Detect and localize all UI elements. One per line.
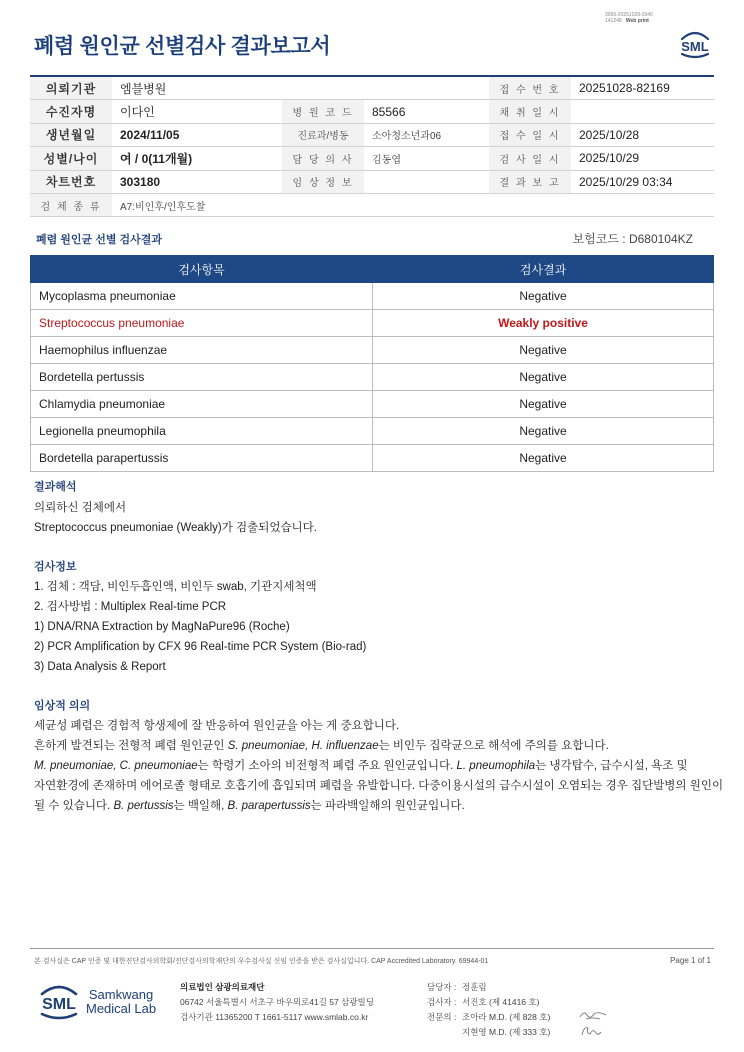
staff-name: 서진호 (제 41416 호) [462,997,540,1007]
column-header-item: 검사항목 [31,256,373,283]
staff-row [427,995,550,1010]
document-id-number: 3065-20251029-0340 [605,12,653,18]
table-row [31,337,714,364]
footer-organization [180,980,374,1025]
label-chart-number: 차트번호 [30,170,112,193]
test-result: Negative [373,364,714,391]
value-receipt-number: 20251028-82169 [571,76,714,100]
organism-name: L. pneumophila [456,760,536,772]
clinical-significance-text [34,716,724,816]
table-row [31,283,714,310]
staff-row [427,1010,550,1025]
label-clinical-info: 임 상 정 보 [282,170,364,193]
value-report-date: 2025/10/29 03:34 [571,170,714,193]
staff-role [427,1025,462,1040]
accreditation-note: 본 검사실은 CAP 인증 및 대한진단검사의학회/진단검사의학재단의 우수검사실 신임 인증을 받은 검사실입니다. CAP Accredited Laboratory. 69944-01 [34,958,489,965]
label-physician: 담 당 의 사 [282,147,364,170]
value-requesting-org: 엠블병원 [112,76,489,100]
test-info-line: 2) PCR Amplification by CFX 96 Real-time PCR System (Bio-rad) [34,641,367,653]
clinical-text: 흔하게 발견되는 전형적 폐렴 원인균인 [34,740,228,752]
results-table [30,255,714,472]
test-item: Haemophilus influenzae [31,337,373,364]
test-info-list [34,577,366,677]
clinical-text: 는 백일해, [173,800,228,812]
sml-footer-logo-text: SML [42,996,76,1013]
test-info-line: 1. 검체 : 객담, 비인두흡인액, 비인두 swab, 기관지세척액 [34,581,317,593]
label-test-date: 검 사 일 시 [489,147,571,170]
test-item: Bordetella parapertussis [31,445,373,472]
organization-address: 06742 서울특별시 서초구 바우뫼로41길 57 삼광빌딩 [180,997,374,1007]
column-header-result: 검사결과 [373,256,714,283]
interpretation-line: 의뢰하신 검체에서 [34,502,127,514]
staff-role: 담당자 : [427,982,457,992]
value-hospital-code: 85566 [364,100,489,123]
signature-icon [578,1008,608,1022]
test-item: Legionella pneumophila [31,418,373,445]
label-patient-name: 수진자명 [30,100,112,123]
table-row-positive [31,310,714,337]
table-row [31,445,714,472]
page-title: 폐렴 원인균 선별검사 결과보고서 [34,35,331,58]
value-collection-date [571,100,714,123]
staff-name: 지현영 M.D. (제 333 호) [462,1027,551,1037]
table-row [31,391,714,418]
clinical-text: 는 냉각탑수, 급수시설, 욕조 및 [535,760,688,772]
test-item: Mycoplasma pneumoniae [31,283,373,310]
label-report-date: 결 과 보 고 [489,170,571,193]
test-result: Negative [373,418,714,445]
value-physician: 김동엽 [364,147,489,170]
test-item: Chlamydia pneumoniae [31,391,373,418]
label-collection-date: 채 취 일 시 [489,100,571,123]
clinical-text: 는 파라백일해의 원인균입니다. [310,800,465,812]
page-number: Page 1 of 1 [670,956,711,965]
test-result: Negative [373,445,714,472]
info-row [30,100,714,123]
test-result: Negative [373,337,714,364]
clinical-line [34,736,724,756]
table-row [31,418,714,445]
value-test-date: 2025/10/29 [571,147,714,170]
patient-info-table [30,75,714,217]
interpretation-line: Streptococcus pneumoniae (Weakly)가 검출되었습니다. [34,522,317,534]
clinical-line: 자연환경에 존재하며 에어로졸 형태로 호흡기에 흡입되며 폐렴을 유발합니다. 다중이용시설의 급수시설이 오염되는 경우 집단발병의 원인이 [34,780,724,792]
sml-footer-logo-icon [37,981,81,1021]
label-receipt-date: 접 수 일 시 [489,123,571,146]
test-result: Weakly positive [373,310,714,337]
info-row [30,123,714,146]
brand-line: Samkwang [88,987,154,1002]
value-patient-name: 이다인 [112,100,282,123]
organism-name: M. pneumoniae, C. pneumoniae [34,760,198,772]
test-info-title: 검사정보 [34,561,77,573]
web-print-tag: Web print [625,18,649,24]
document-id-code: 141248 [605,18,622,24]
clinical-line [34,796,724,816]
value-department: 소아청소년과06 [364,123,489,146]
document-id [605,12,653,24]
organism-name: S. pneumoniae, H. influenzae [227,740,379,752]
organization-name: 의료법인 삼광의료재단 [180,982,265,992]
label-receipt-number: 접 수 번 호 [489,76,571,100]
info-row [30,193,714,216]
organism-name: B. pertussis [113,800,174,812]
clinical-line [34,756,724,776]
value-clinical-info [364,170,489,193]
organization-contact: 검사기관 11365200 T 1661-5117 www.smlab.co.kr [180,1012,369,1022]
label-department: 진료과/병동 [282,123,364,146]
table-row [31,364,714,391]
value-specimen-type: A7:비인후/인후도찰 [112,193,714,216]
interpretation-title: 결과해석 [34,481,77,493]
clinical-text: 는 비인두 집락균으로 해석에 주의를 요합니다. [378,740,609,752]
staff-role: 검사자 : [427,997,457,1007]
clinical-text: 될 수 있습니다. [34,800,114,812]
staff-name: 조아라 M.D. (제 828 호) [462,1012,551,1022]
test-result: Negative [373,283,714,310]
staff-row [427,980,550,995]
label-hospital-code: 병 원 코 드 [282,100,364,123]
footer-brand [86,988,156,1016]
label-specimen-type: 검 체 종 류 [30,193,112,216]
footer-divider [30,948,714,949]
organism-name: B. parapertussis [227,800,311,812]
info-row [30,147,714,170]
test-info-line: 1) DNA/RNA Extraction by MagNaPure96 (Roche) [34,621,290,633]
staff-row [427,1025,550,1040]
sml-logo-icon [676,28,714,60]
sml-logo-text: SML [681,39,709,54]
insurance-code: 보험코드 : D680104KZ [572,232,693,246]
brand-line: Medical Lab [86,1001,157,1016]
test-item: Streptococcus pneumoniae [31,310,373,337]
test-info-line: 2. 검사방법 : Multiplex Real-time PCR [34,601,227,613]
staff-role: 전문의 : [427,1012,457,1022]
info-row [30,170,714,193]
footer-staff [427,980,550,1040]
clinical-line: 세균성 폐렴은 경험적 항생제에 잘 반응하여 원인균을 아는 게 중요합니다. [34,720,400,732]
results-header-row [31,256,714,283]
test-result: Negative [373,391,714,418]
results-section-title: 폐렴 원인균 선별 검사결과 [36,234,163,246]
value-receipt-date: 2025/10/28 [571,123,714,146]
label-birth-date: 생년월일 [30,123,112,146]
test-info-line: 3) Data Analysis & Report [34,661,166,673]
label-sex-age: 성별/나이 [30,147,112,170]
staff-name: 정훈림 [462,982,487,992]
value-birth-date: 2024/11/05 [112,123,282,146]
value-sex-age: 여 / 0(11개월) [112,147,282,170]
clinical-significance-title: 임상적 의의 [34,700,91,712]
test-item: Bordetella pertussis [31,364,373,391]
signature-icon [578,1024,604,1038]
label-requesting-org: 의뢰기관 [30,76,112,100]
interpretation-text [34,498,317,538]
info-row [30,76,714,100]
clinical-text: 는 학령기 소아의 비전형적 폐렴 주요 원인균입니다. [197,760,457,772]
value-chart-number: 303180 [112,170,282,193]
